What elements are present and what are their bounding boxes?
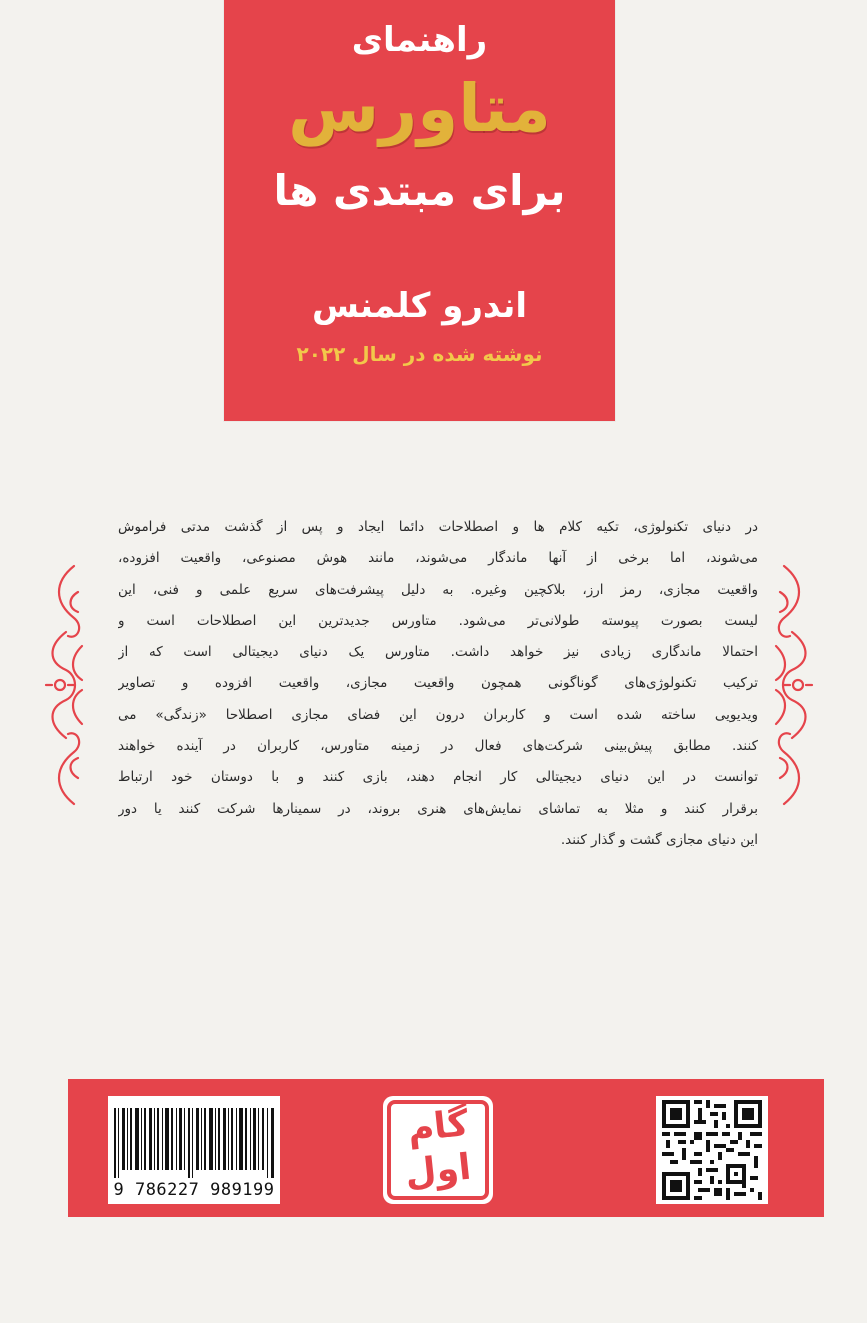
ornament-right-icon: [770, 562, 814, 808]
publisher-logo-line2: اول: [403, 1146, 473, 1195]
blurb-line: این دنیای مجازی گشت و گذار کنند.: [560, 831, 758, 848]
qr-code-icon: [662, 1100, 762, 1200]
book-subtitle: برای مبتدی ها: [273, 166, 566, 215]
written-year: نوشته شده در سال ۲۰۲۲: [296, 342, 543, 366]
blurb-line: کنند. مطابق پیش‌بینی شرکت‌های فعال در زمینه متاورس، کاربران در آینده خواهند: [118, 738, 758, 755]
blurb-line: احتمالا ماندگاری زیادی نیز خواهد داشت. متاورس یک دنیای دیجیتالی است که از: [118, 644, 758, 661]
qr-code: [656, 1096, 768, 1204]
publisher-logo-frame: [387, 1100, 489, 1200]
barcode: [108, 1096, 280, 1204]
blurb-line: برقرار کنند و مثلا به تماشای نمایش‌های هنری بروند، در سمینارها شرکت کنند یا دور: [118, 800, 758, 817]
blurb-line: ترکیب تکنولوژی‌های گوناگونی همچون واقعیت مجازی، واقعیت افزوده و تصاویر: [118, 675, 758, 692]
blurb-line: واقعیت مجازی، رمز ارز، بلاکچین وغیره. به دلیل پیشرفت‌های سریع علمی و فنی، این: [118, 581, 758, 598]
book-title: متاورس: [288, 70, 551, 147]
book-title-prefix: راهنمای: [351, 20, 488, 60]
publisher-logo-line1: گام: [405, 1102, 471, 1151]
back-cover-blurb: [118, 512, 758, 856]
blurb-line: توانست در این دنیای دیجیتالی کار انجام دهند، بازی کنند و با دوستان خود ارتباط: [118, 769, 758, 786]
author-name: اندرو کلمنس: [312, 286, 527, 326]
ornament-left-icon: [44, 562, 88, 808]
isbn-number: 9 786227 989199: [113, 1180, 275, 1200]
blurb-line: ویدیویی ساخته شده است و کاربران درون این فضای مجازی اصطلاحا «زندگی» می: [118, 706, 758, 723]
title-panel: [224, 0, 615, 421]
blurb-line: لیست بصورت پیوسته طولانی‌تر می‌شود. متاورس جدیدترین این اصطلاحات است و: [118, 612, 758, 629]
barcode-icon: [114, 1108, 274, 1178]
blurb-line: در دنیای تکنولوژی، تکیه کلام ها و اصطلاحات دائما ایجاد و پس از گذشت مدتی فراموش: [118, 519, 758, 535]
publisher-logo-icon: [383, 1096, 493, 1204]
blurb-line: می‌شوند، اما برخی از آنها ماندگار می‌شوند، مانند هوش مصنوعی، واقعیت افزوده،: [118, 550, 758, 567]
